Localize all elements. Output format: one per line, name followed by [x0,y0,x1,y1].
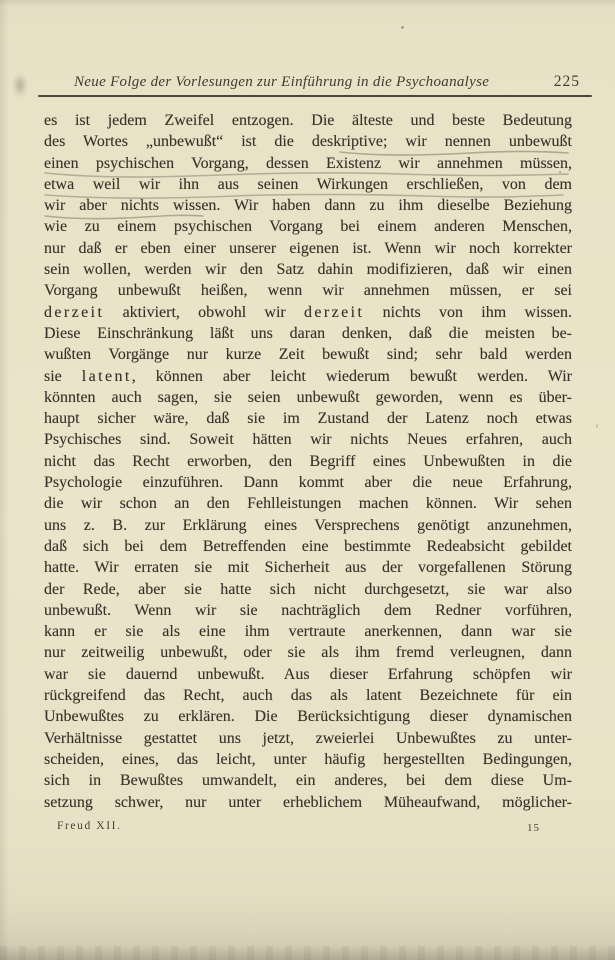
text-segment: war sie dauernd unbewußt. Aus dieser Erfahrung schöpfen wir [44,665,572,683]
text-line [44,323,572,344]
text-segment: setzung schwer, nur unter erheblichem Müheaufwand, möglicher- [44,793,572,811]
text-line [44,408,572,429]
emphasized-word: derzeit [303,303,365,321]
text-segment: könnten auch sagen, sie seien unbewußt geworden, wenn es über- [44,388,572,406]
text-segment: sein wollen, werden wir den Satz dahin modifizieren, daß wir einen [44,261,572,279]
text-segment: kann er sie als eine ihm vertraute anerkennen, dann war sie [44,623,572,641]
scan-smudge [9,70,31,104]
running-header [38,73,592,91]
text-line [44,344,572,365]
text-line [44,536,572,557]
text-line [44,685,572,706]
text-segment: scheiden, eines, das leicht, unter häufig hergestellten Bedingungen, [44,750,572,768]
text-segment: nur zeitweilig unbewußt, oder sie als ihm fremd verleugnen, dann [44,644,572,662]
text-segment: nicht das Recht erworben, den Begriff eines Unbewußten in die [44,452,572,470]
running-header-title: Neue Folge der Vorlesungen zur Einführung in die Psychoanalyse [74,74,490,90]
text-line [44,429,572,450]
text-line [44,792,572,813]
text-segment: uns z. B. zur Erklärung eines Versprechens genötigt anzunehmen, [44,516,572,534]
text-line [44,238,572,259]
text-segment: wie zu einem psychischen Vorgang bei einem anderen Menschen, [44,218,572,236]
text-segment: nur daß er eben einer unserer eigenen ist. Wenn wir noch korrekter [44,239,572,257]
text-segment: es ist jedem Zweifel entzogen. Die älteste und beste Bedeutung [44,112,572,129]
text-segment: wußten Vorgänge nur kurze Zeit bewußt sind; sehr bald werden [44,346,572,364]
text-segment: Verhältnisse gestattet uns jetzt, zweierlei Unbewußtes zu unter- [44,729,572,747]
text-segment: Vorgang unbewußt heißen, wenn wir annehmen müssen, er sei [44,282,572,300]
text-line [44,472,572,493]
page-text [44,110,572,813]
text-segment: nichts von ihm wissen. [364,303,572,321]
emphasized-word: derzeit [44,303,105,321]
text-line [44,706,572,727]
paper-edge-shadow-top [0,0,615,6]
text-line [44,195,572,216]
text-segment: einen psychischen Vorgang, dessen Existenz wir annehmen müssen, [44,154,572,172]
text-line [44,493,572,514]
text-line [44,174,572,195]
text-line [44,366,572,387]
text-segment: sie [44,367,82,385]
text-line [44,579,572,600]
text-line [44,515,572,536]
page-footer [0,820,615,840]
paper-edge-shadow-bottom [0,946,615,960]
text-line [44,664,572,685]
text-line [44,451,572,472]
text-segment: , können aber leicht wiederum bewußt werden. Wir [131,367,573,385]
header-rule [38,95,592,97]
text-line [44,642,572,663]
text-segment: hatte. Wir erraten sie mit Sicherheit aus der vorgefallenen Störung [44,559,572,577]
emphasized-word: latent [81,367,132,385]
text-segment: wir aber nichts wissen. Wir haben dann zu ihm dieselbe Beziehung [44,197,572,215]
text-segment: Diese Einschränkung läßt uns daran denken, daß die meisten be- [44,324,572,342]
paper-speck [401,26,404,29]
text-line [44,770,572,791]
text-segment: Psychisches sind. Soweit hätten wir nichts Neues erfahren, auch [44,431,572,449]
text-line [44,131,572,152]
volume-signature: Freud XII. [57,820,122,832]
paper-speck [596,424,598,428]
text-segment: Unbewußtes zu erklären. Die Berücksichtigung dieser dynamischen [44,708,572,726]
text-segment: die wir schon an den Fehlleistungen machen können. Wir sehen [44,495,572,513]
text-segment: des Wortes „unbewußt“ ist die deskriptive; wir nennen unbewußt [44,133,572,151]
text-line [44,280,572,301]
text-line [44,557,572,578]
page-number: 225 [553,73,580,90]
text-segment: haupt sicher wäre, daß sie im Zustand der Latenz noch etwas [44,410,572,428]
text-segment: rückgreifend das Recht, auch das als latent Bezeichnete für ein [44,687,572,705]
text-line [44,216,572,237]
text-line [44,302,572,323]
paper-edge-shadow-left [0,0,10,960]
text-segment: unbewußt. Wenn wir sie nachträglich dem Redner vorführen, [44,601,572,619]
text-line [44,621,572,642]
text-line [44,728,572,749]
text-line [44,387,572,408]
text-segment: der Rede, aber sie hatte sich nicht durchgesetzt, sie war also [44,580,572,598]
text-line [44,749,572,770]
text-line [44,600,572,621]
text-segment: etwa weil wir ihn aus seinen Wirkungen erschließen, von dem [44,175,572,193]
sheet-number: 15 [527,822,540,834]
text-segment: Psychologie einzuführen. Dann kommt aber die neue Erfahrung, [44,474,572,492]
text-line [44,259,572,280]
text-line [44,153,572,174]
text-segment: sich in Bewußtes umwandelt, ein anderes, bei dem diese Um- [44,772,572,790]
text-line [44,110,572,131]
text-segment: daß sich bei dem Betreffenden eine bestimmte Redeabsicht gebildet [44,537,572,555]
text-segment: aktiviert, obwohl wir [104,303,304,321]
